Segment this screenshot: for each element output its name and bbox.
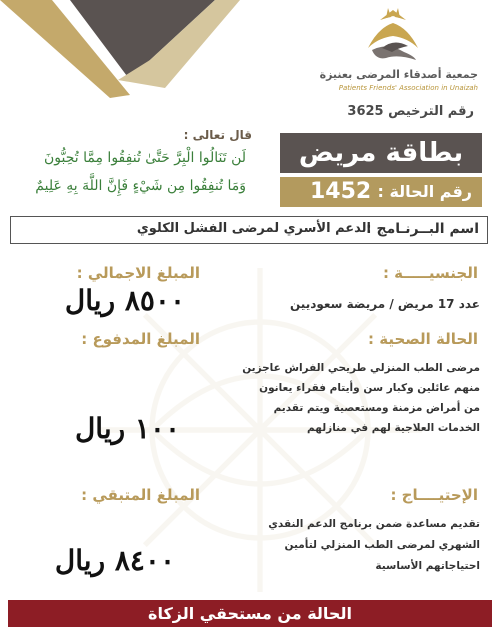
need-line-2: الشهري لمرضى الطب المنزلي لتأمين: [284, 539, 480, 551]
remaining-amount-value: ٨٤٠٠ ريال: [54, 544, 175, 577]
verse-line-1: لَن تَنَالُوا الْبِرَّ حَتَّىٰ تُنفِقُوا مِمَّا تُحِبُّونَ: [44, 150, 246, 166]
health-line-1: مرضى الطب المنزلي طريحي الفراش عاجزين: [242, 362, 480, 374]
health-line-2: منهم عائلين وكبار سن وأيتام فقراء يعانون: [259, 382, 480, 394]
need-heading: الإحتيــــاج :: [390, 486, 478, 504]
verse-intro: قال تعالى :: [183, 128, 252, 142]
org-name-arabic: جمعية أصدقاء المرضى بعنيزة: [319, 68, 478, 81]
paid-amount-value: ١٠٠ ريال: [74, 412, 180, 445]
program-label: اسم البــرنـامج :: [366, 221, 479, 237]
total-amount-value: ٨٥٠٠ ريال: [64, 284, 185, 317]
nationality-text: عدد 17 مريض / مريضة سعوديين: [290, 297, 480, 311]
health-line-3: من أمراض مزمنة ومستعصية ويتم تقديم: [273, 402, 480, 414]
decorative-ribbons: [0, 0, 240, 115]
total-amount-label: المبلغ الاجمالي :: [76, 264, 200, 282]
case-number-box: [280, 177, 482, 207]
license-number: رقم الترخيص 3625: [347, 104, 474, 119]
zakat-eligibility-banner: الحالة من مستحقي الزكاة: [8, 600, 492, 627]
paid-amount-label: المبلغ المدفوع :: [81, 330, 200, 348]
need-line-1: تقديم مساعدة ضمن برنامج الدعم النقدي: [268, 518, 480, 530]
program-box: [10, 216, 488, 244]
health-heading: الحالة الصحية :: [368, 330, 478, 348]
association-logo-icon: [358, 8, 428, 66]
card-title: بطاقة مريض: [280, 133, 482, 173]
nationality-heading: الجنسيـــــة :: [382, 264, 478, 282]
case-number: 1452: [310, 179, 372, 204]
remaining-amount-label: المبلغ المتبقي :: [81, 486, 200, 504]
verse-line-2: وَمَا تُنفِقُوا مِن شَيْءٍ فَإِنَّ اللَّهَ بِهِ عَلِيمٌ: [35, 178, 246, 194]
need-line-3: احتياجاتهم الأساسية: [375, 560, 480, 572]
org-name-english: Patients Friends' Association in Unaizah: [338, 84, 478, 92]
case-label: رقم الحالة :: [377, 182, 472, 201]
health-line-4: الخدمات العلاجية لهم في منازلهم: [307, 422, 480, 434]
program-value: الدعم الأسري لمرضى الفشل الكلوي: [136, 221, 371, 236]
